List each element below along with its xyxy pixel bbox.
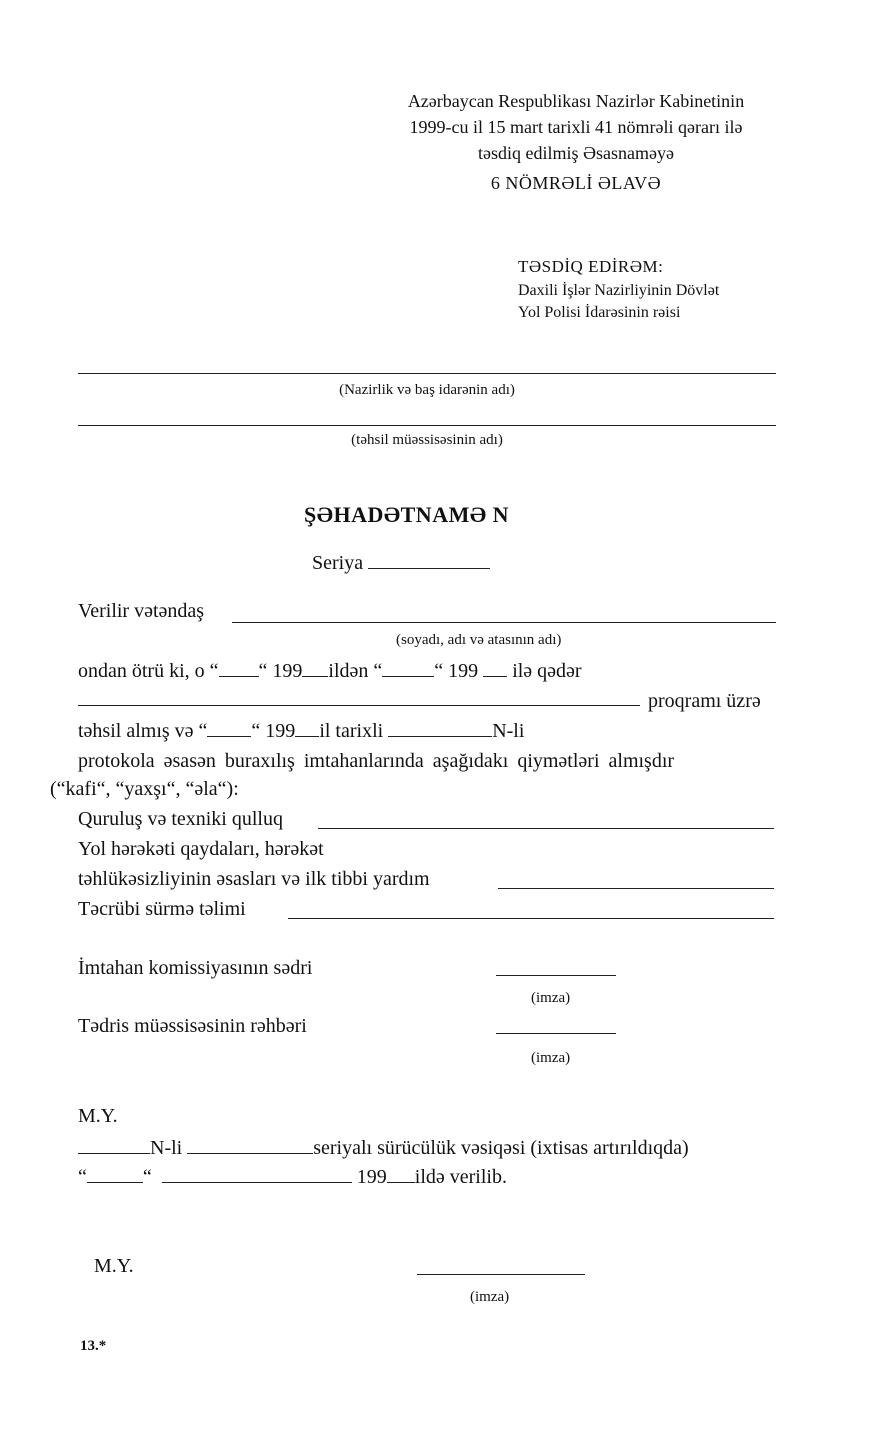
subject-3-label: Təcrübi sürmə təlimi: [78, 898, 246, 920]
end-day-field[interactable]: [382, 660, 434, 677]
person-caption: (soyadı, adı və atasının adı): [396, 632, 562, 648]
studied-text-b: “ 199: [251, 720, 296, 742]
studied-text-d: N-li: [492, 720, 525, 742]
signature-caption-1: (imza): [531, 990, 571, 1006]
school-caption: (təhsil müəssisəsinin adı): [351, 432, 503, 448]
program-field[interactable]: [78, 705, 640, 706]
end-year-field[interactable]: [483, 660, 507, 677]
signature-caption-3: (imza): [470, 1289, 510, 1305]
ministry-caption: (Nazirlik və baş idarənin adı): [339, 382, 515, 398]
program-label: proqramı üzrə: [648, 690, 761, 712]
license-month-field[interactable]: [162, 1166, 352, 1183]
certificate-title: ŞƏHADƏTNAMƏ N: [304, 502, 509, 527]
period-text-b: “ 199: [258, 660, 303, 682]
license-nli: N-li: [150, 1137, 183, 1159]
license-number-field[interactable]: [78, 1137, 150, 1154]
studied-text-a: təhsil almış və “: [78, 720, 208, 742]
stamp-place-1: M.Y.: [78, 1105, 118, 1127]
subject-3-grade-field[interactable]: [288, 918, 774, 919]
grades-line: (“kafi“, “yaxşı“, “əla“):: [50, 778, 239, 800]
subject-1-label: Quruluş və texniki qulluq: [78, 808, 283, 830]
series-row: [312, 552, 490, 575]
subject-2-grade-field[interactable]: [498, 888, 774, 889]
header-line-1: Azərbaycan Respublikası Nazirlər Kabinetinin: [407, 91, 745, 111]
protocol-year-field[interactable]: [295, 720, 319, 737]
license-day-field[interactable]: [87, 1166, 143, 1183]
license-year-prefix: 199: [356, 1166, 387, 1188]
period-text-d: “ 199: [434, 660, 479, 682]
appendix-number: 6 NÖMRƏLİ ƏLAVƏ: [490, 173, 662, 193]
school-head-label: Tədris müəssisəsinin rəhbəri: [78, 1015, 307, 1037]
subject-2-label-a: Yol hərəkəti qaydaları, hərəkət: [78, 838, 324, 860]
approval-line-2: Yol Polisi İdarəsinin rəisi: [518, 304, 681, 321]
license-date-row: [78, 1166, 507, 1189]
series-field[interactable]: [368, 552, 490, 569]
license-series-text: seriyalı sürücülük vəsiqəsi (ixtisas artırıldıqda): [313, 1137, 689, 1159]
subject-2-label-b: təhlükəsizliyinin əsasları və ilk tibbi yardım: [78, 868, 430, 890]
final-signature[interactable]: [417, 1274, 585, 1275]
approval-line-1: Daxili İşlər Nazirliyinin Dövlət: [518, 282, 720, 299]
school-head-signature[interactable]: [496, 1033, 616, 1034]
citizen-name-field[interactable]: [232, 622, 776, 623]
start-year-field[interactable]: [302, 660, 328, 677]
protocol-number-field[interactable]: [388, 720, 492, 737]
license-row: [78, 1137, 689, 1160]
studied-row: [78, 720, 524, 743]
license-year-field[interactable]: [387, 1166, 415, 1183]
protocol-day-field[interactable]: [207, 720, 251, 737]
license-quote-open: “: [78, 1166, 87, 1188]
header-line-2: 1999-cu il 15 mart tarixli 41 nömrəli qərarı ilə: [409, 117, 743, 137]
period-text-a: ondan ötrü ki, o “: [78, 660, 219, 682]
license-quote-close: “: [142, 1166, 152, 1188]
subject-1-grade-field[interactable]: [318, 828, 774, 829]
license-series-field[interactable]: [187, 1137, 313, 1154]
header-line-3: təsdiq edilmiş Əsasnaməyə: [478, 143, 674, 163]
issued-to-label: Verilir vətəndaş: [78, 600, 205, 622]
start-day-field[interactable]: [219, 660, 259, 677]
series-label: Seriya: [312, 552, 364, 574]
ministry-line: [78, 373, 776, 374]
page-number: 13.*: [80, 1338, 107, 1354]
stamp-place-2: M.Y.: [94, 1255, 134, 1277]
license-issued-text: ildə verilib.: [414, 1166, 507, 1188]
approval-heading: TƏSDİQ EDİRƏM:: [518, 257, 664, 276]
period-text-c: ildən “: [328, 660, 383, 682]
protocol-line: protokola əsasən buraxılış imtahanlarında aşağıdakı qiymətləri almışdır: [78, 750, 675, 772]
signature-caption-2: (imza): [531, 1050, 571, 1066]
period-row: [78, 660, 582, 683]
commission-chair-label: İmtahan komissiyasının sədri: [78, 957, 313, 979]
school-line: [78, 425, 776, 426]
studied-text-c: il tarixli: [319, 720, 384, 742]
commission-chair-signature[interactable]: [496, 975, 616, 976]
period-text-e: ilə qədər: [512, 660, 582, 682]
